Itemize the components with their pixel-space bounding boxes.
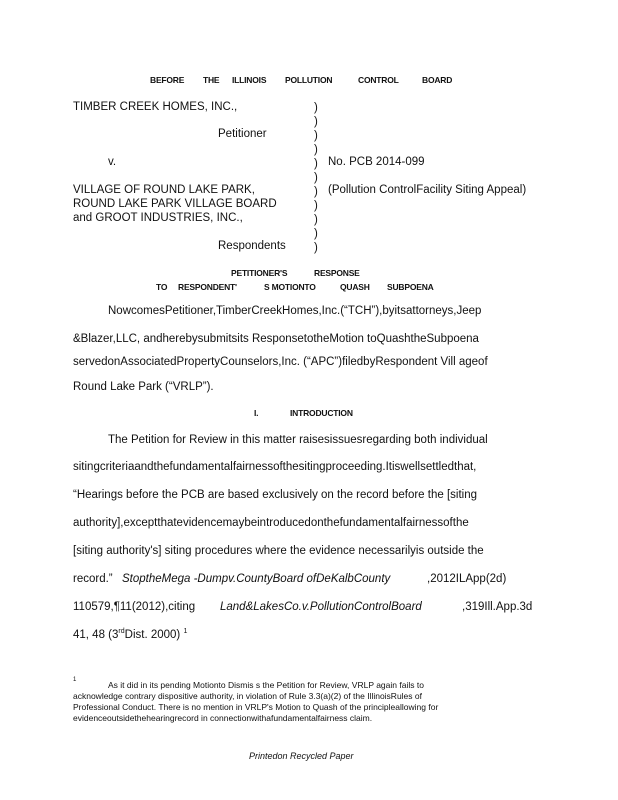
text-line [73,628,187,641]
title-word: RESPONSE [314,268,360,278]
heading-word: CONTROL [358,75,399,85]
title-word: PETITIONER'S [231,268,288,278]
paren: ) [314,144,318,156]
heading-word: POLLUTION [285,75,333,85]
title-word: SUBPOENA [387,282,434,292]
text-line: Round Lake Park (“VRLP”). [73,381,214,393]
heading-word: THE [203,75,220,85]
text-line: “Hearings before the PCB are based exclusively on the record before the [siting [73,489,477,501]
text-line: ,319Ill.App.3d [462,601,533,613]
heading-word: BOARD [422,75,453,85]
respondent-line: ROUND LAKE PARK VILLAGE BOARD [73,198,277,210]
citation-text: Dist. 2000) [124,628,181,641]
case-citation: StoptheMega -Dumpv.CountyBoard ofDeKalbCounty [122,573,391,585]
section-number: I. [254,408,259,418]
footnote-line: As it did in its pending Motionto Dismis s the Petition for Review, VRLP again fails to [108,680,424,690]
footnote-line: Professional Conduct. There is no mention in VRLP's Motion to Quash of the principleallowing for [73,702,439,712]
respondent-line: and GROOT INDUSTRIES, INC., [73,212,243,224]
text-line: &Blazer,LLC, andherebysubmitsits ResponsetotheMotion toQuashtheSubpoena [73,333,479,345]
ordinal-suffix: rd [118,628,125,635]
heading-word: ILLINOIS [232,75,267,85]
text-line: sitingcriteriaandthefundamentalfairnessofthesitingproceeding.Itiswellsettledthat, [73,461,477,473]
respondent-role: Respondents [218,240,286,252]
section-title: INTRODUCTION [290,408,353,418]
text-line: NowcomesPetitioner,TimberCreekHomes,Inc.(“TCH”),byitsattorneys,Jeep [108,305,482,317]
petitioner-name: TIMBER CREEK HOMES, INC., [73,101,238,113]
text-line: 110579,¶11(2012),citing [73,601,196,613]
versus: v. [108,156,117,168]
text-line: servedonAssociatedPropertyCounselors,Inc. (“APC”)filedbyRespondent Vill ageof [73,356,488,368]
paren: ) [314,228,318,240]
heading-word: BEFORE [150,75,185,85]
paren: ) [314,172,318,184]
text-line: The Petition for Review in this matter raisesissuesregarding both individual [108,434,488,446]
footnote-line: evidenceoutsidethehearingrecord in connectionwithafundamentalfairness claim. [73,713,373,723]
paren: ) [314,102,318,114]
footnote-line: acknowledge contrary dispositive authority, in violation of Rule 3.3(a)(2) of the IllinoisRules of [73,691,422,701]
appeal-type: (Pollution ControlFacility Siting Appeal) [328,184,527,196]
page-footer: Printedon Recycled Paper [249,751,354,761]
paren: ) [314,186,318,198]
footnote-marker: 1 [73,677,77,683]
citation-text: 41, 48 (3 [73,628,119,641]
case-citation: Land&LakesCo.v.PollutionControlBoard [220,601,422,613]
text-line: [siting authority's] siting procedures where the evidence necessarilyis outside the [73,545,484,557]
title-word: TO [156,282,168,292]
title-word: RESPONDENT' [178,282,237,292]
title-word: S MOTIONTO [264,282,316,292]
case-number: No. PCB 2014-099 [328,156,425,168]
text-line: authority],exceptthatevidencemaybeintroducedonthefundamentalfairnessofthe [73,517,469,529]
paren: ) [314,116,318,128]
title-word: QUASH [340,282,370,292]
paren: ) [314,200,318,212]
paren: ) [314,242,318,254]
paren: ) [314,130,318,142]
paren: ) [314,158,318,170]
footnote-reference: 1 [183,628,188,635]
text-line: record.” [73,573,113,585]
respondent-line: VILLAGE OF ROUND LAKE PARK, [73,184,255,196]
text-line: ,2012ILApp(2d) [427,573,507,585]
paren: ) [314,214,318,226]
petitioner-role: Petitioner [218,128,267,140]
